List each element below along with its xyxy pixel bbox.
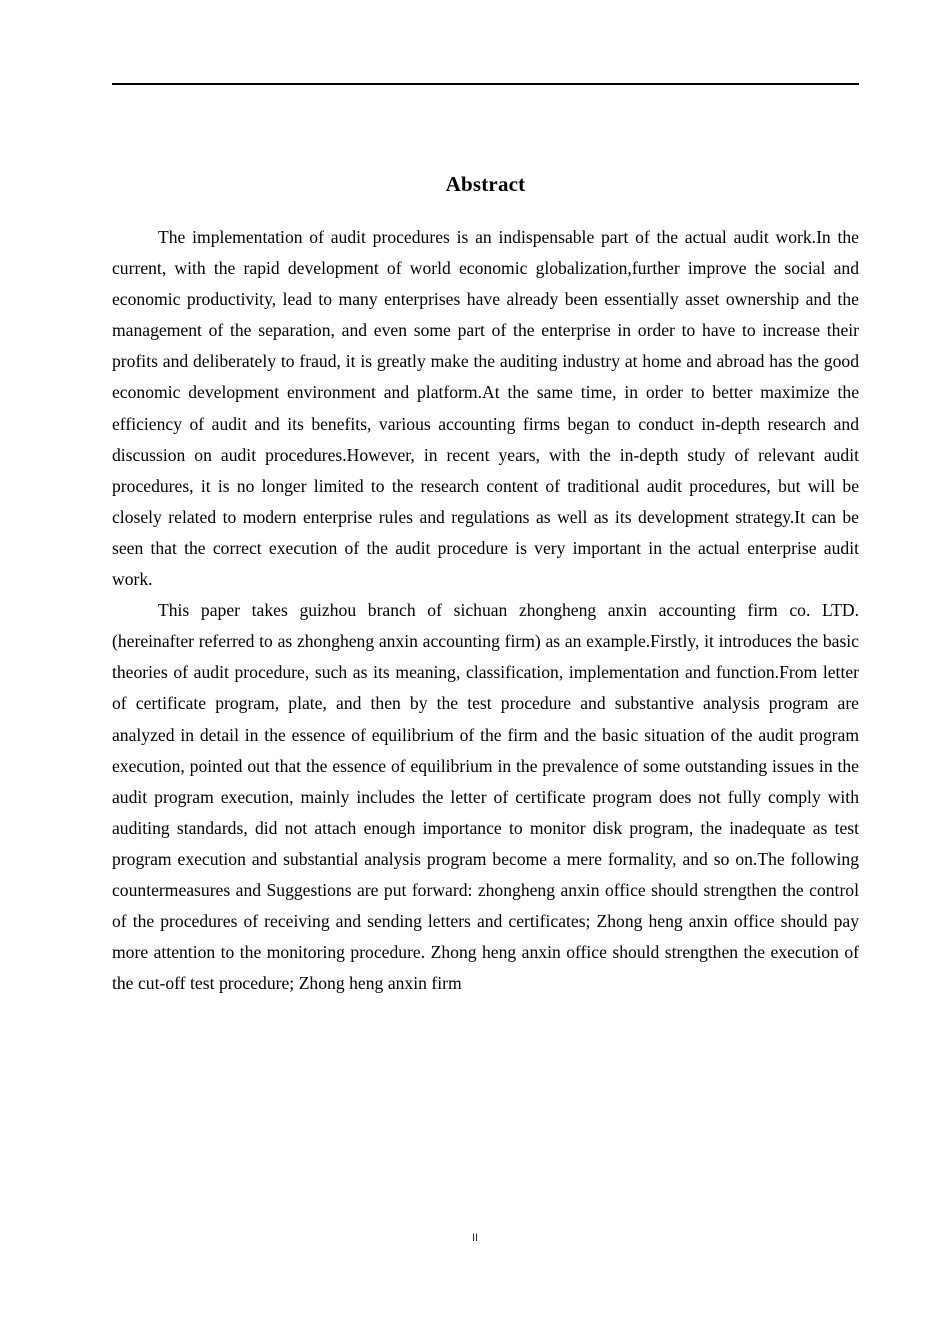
abstract-body (112, 222, 859, 999)
page-title: Abstract (445, 172, 526, 197)
page-header (0, 0, 950, 110)
page-number: II (471, 1232, 479, 1244)
paragraph: The implementation of audit procedures is an indispensable part of the actual audit work.In the current, with the rapid development of world economic globalization,further improve the social and economic productivity, lead to many enterprises have already been essentially asset ownership and the management of the separation, and even some part of the enterprise in order to have to increase their profits and deliberately to fraud, it is greatly make the auditing industry at home and abroad has the good economic development environment and platform.At the same time, in order to better maximize the efficiency of audit and its benefits, various accounting firms began to conduct in-depth research and discussion on audit procedures.However, in recent years, with the in-depth study of relevant audit procedures, it is no longer limited to the research content of traditional audit procedures, but will be closely related to modern enterprise rules and regulations as well as its development strategy.It can be seen that the correct execution of the audit procedure is very important in the actual enterprise audit work. (112, 227, 859, 590)
paragraph: This paper takes guizhou branch of sichuan zhongheng anxin accounting firm co. LTD. (hereinafter referred to as zhongheng anxin accounting firm) as an example.Firstly, it introduces the basic theories of audit procedure, such as its meaning, classification, implementation and function.From letter of certificate program, plate, and then by the test procedure and substantive analysis program are analyzed in detail in the essence of equilibrium of the firm and the basic situation of the audit program execution, pointed out that the essence of equilibrium in the prevalence of some outstanding issues in the audit program execution, mainly includes the letter of certificate program does not fully comply with auditing standards, did not attach enough importance to monitor disk program, the inadequate as test program execution and substantial analysis program become a mere formality, and so on.The following countermeasures and Suggestions are put forward: zhongheng anxin office should strengthen the control of the procedures of receiving and sending letters and certificates; Zhong heng anxin office should pay more attention to the monitoring procedure. Zhong heng anxin office should strengthen the execution of the cut-off test procedure; Zhong heng anxin firm (112, 600, 859, 994)
header-divider-rule (112, 83, 859, 85)
page-footer (0, 1228, 950, 1246)
